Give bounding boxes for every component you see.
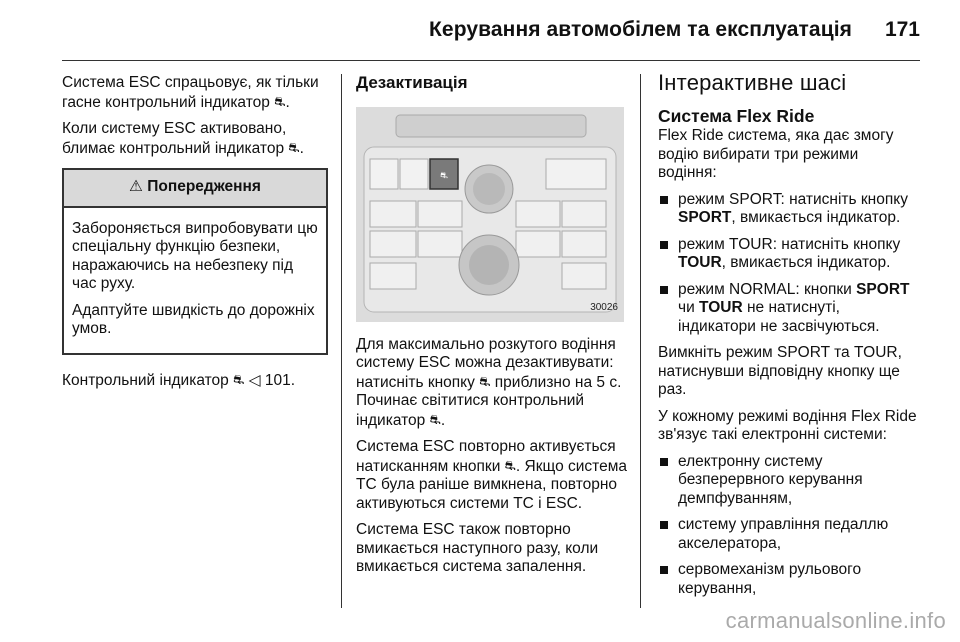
paragraph: Система ESC повторно активується натисканням кнопки ⛐. Якщо система TC була раніше вимкнена, повторно активуються системи TC і ESC. bbox=[356, 438, 627, 512]
warning-text: Забороняється випробовувати цю спеціальну функцію безпеки, наражаючись на небезпеку під час руху. bbox=[72, 219, 318, 292]
paragraph: Flex Ride система, яка дає змогу водію вибирати три режими водіння: bbox=[658, 127, 894, 181]
list-item: сервомеханізм рульового керування, bbox=[658, 561, 920, 598]
section-heading: Дезактивація bbox=[356, 73, 468, 92]
list-item: режим SPORT: натисніть кнопку SPORT, вмикається індикатор. bbox=[658, 191, 920, 228]
warning-triangle-icon: ⚠ bbox=[129, 178, 143, 195]
warning-header: ⚠ Попередження bbox=[64, 170, 326, 208]
paragraph: Система ESC спрацьовує, як тільки гасне контрольний індикатор ⛐. bbox=[62, 74, 319, 111]
list-item: електронну систему безперервного керування демпфуванням, bbox=[658, 453, 920, 509]
warning-body bbox=[64, 208, 326, 353]
column-right bbox=[658, 70, 920, 606]
column-middle bbox=[356, 74, 628, 585]
warning-text: Адаптуйте швидкість до дорожніх умов. bbox=[72, 301, 315, 337]
list-item: режим TOUR: натисніть кнопку TOUR, вмикається індикатор. bbox=[658, 236, 920, 273]
warning-box bbox=[62, 168, 328, 355]
paragraph: Контрольний індикатор ⛐ ◁ 101. bbox=[62, 371, 296, 389]
esc-warning-icon: ⛐ bbox=[288, 139, 300, 155]
cross-reference-icon: ◁ bbox=[248, 371, 261, 389]
header-rule bbox=[62, 60, 920, 61]
paragraph: Система ESC також повторно вмикається наступного разу, коли вмикається система запалення. bbox=[356, 521, 599, 575]
subsection-heading: Система Flex Ride bbox=[658, 105, 815, 126]
figure-code: 30026 bbox=[590, 302, 618, 313]
esc-off-icon: ⛐ bbox=[429, 411, 441, 427]
column-divider bbox=[640, 74, 641, 608]
page-number: 171 bbox=[884, 18, 920, 41]
page-reference[interactable]: 101. bbox=[264, 371, 296, 389]
esc-warning-icon: ⛐ bbox=[274, 93, 286, 109]
esc-button-icon: ⛐ bbox=[479, 373, 491, 389]
page-title: Керування автомобілем та експлуатація bbox=[429, 18, 852, 41]
system-list bbox=[658, 453, 920, 599]
esc-button-icon: ⛐ bbox=[504, 457, 516, 473]
mode-list bbox=[658, 191, 920, 337]
svg-text:⛐: ⛐ bbox=[440, 170, 448, 181]
list-item: систему управління педаллю акселератора, bbox=[658, 516, 920, 553]
paragraph: Коли систему ESC активовано, блимає контрольний індикатор ⛐. bbox=[62, 120, 304, 157]
column-left bbox=[62, 74, 328, 398]
paragraph: У кожному режимі водіння Flex Ride зв'язує такі електронні системи: bbox=[658, 407, 917, 443]
esc-warning-icon: ⛐ bbox=[233, 371, 245, 387]
control-panel-figure bbox=[356, 107, 624, 322]
section-heading: Інтерактивне шасі bbox=[658, 70, 847, 95]
control-panel-illustration bbox=[356, 107, 624, 322]
watermark: carmanualsonline.info bbox=[725, 608, 946, 633]
column-divider bbox=[341, 74, 342, 608]
paragraph: Вимкніть режим SPORT та TOUR, натиснувши відповідну кнопку ще раз. bbox=[658, 344, 902, 398]
paragraph: Для максимально розкутого водіння систему ESC можна дезактивувати: натисніть кнопку ⛐ приблизно на 5 с. Починає світитися контрольний індикатор ⛐. bbox=[356, 335, 622, 429]
list-item: режим NORMAL: кнопки SPORT чи TOUR не натиснуті, індикатори не засвічуються. bbox=[658, 281, 920, 337]
